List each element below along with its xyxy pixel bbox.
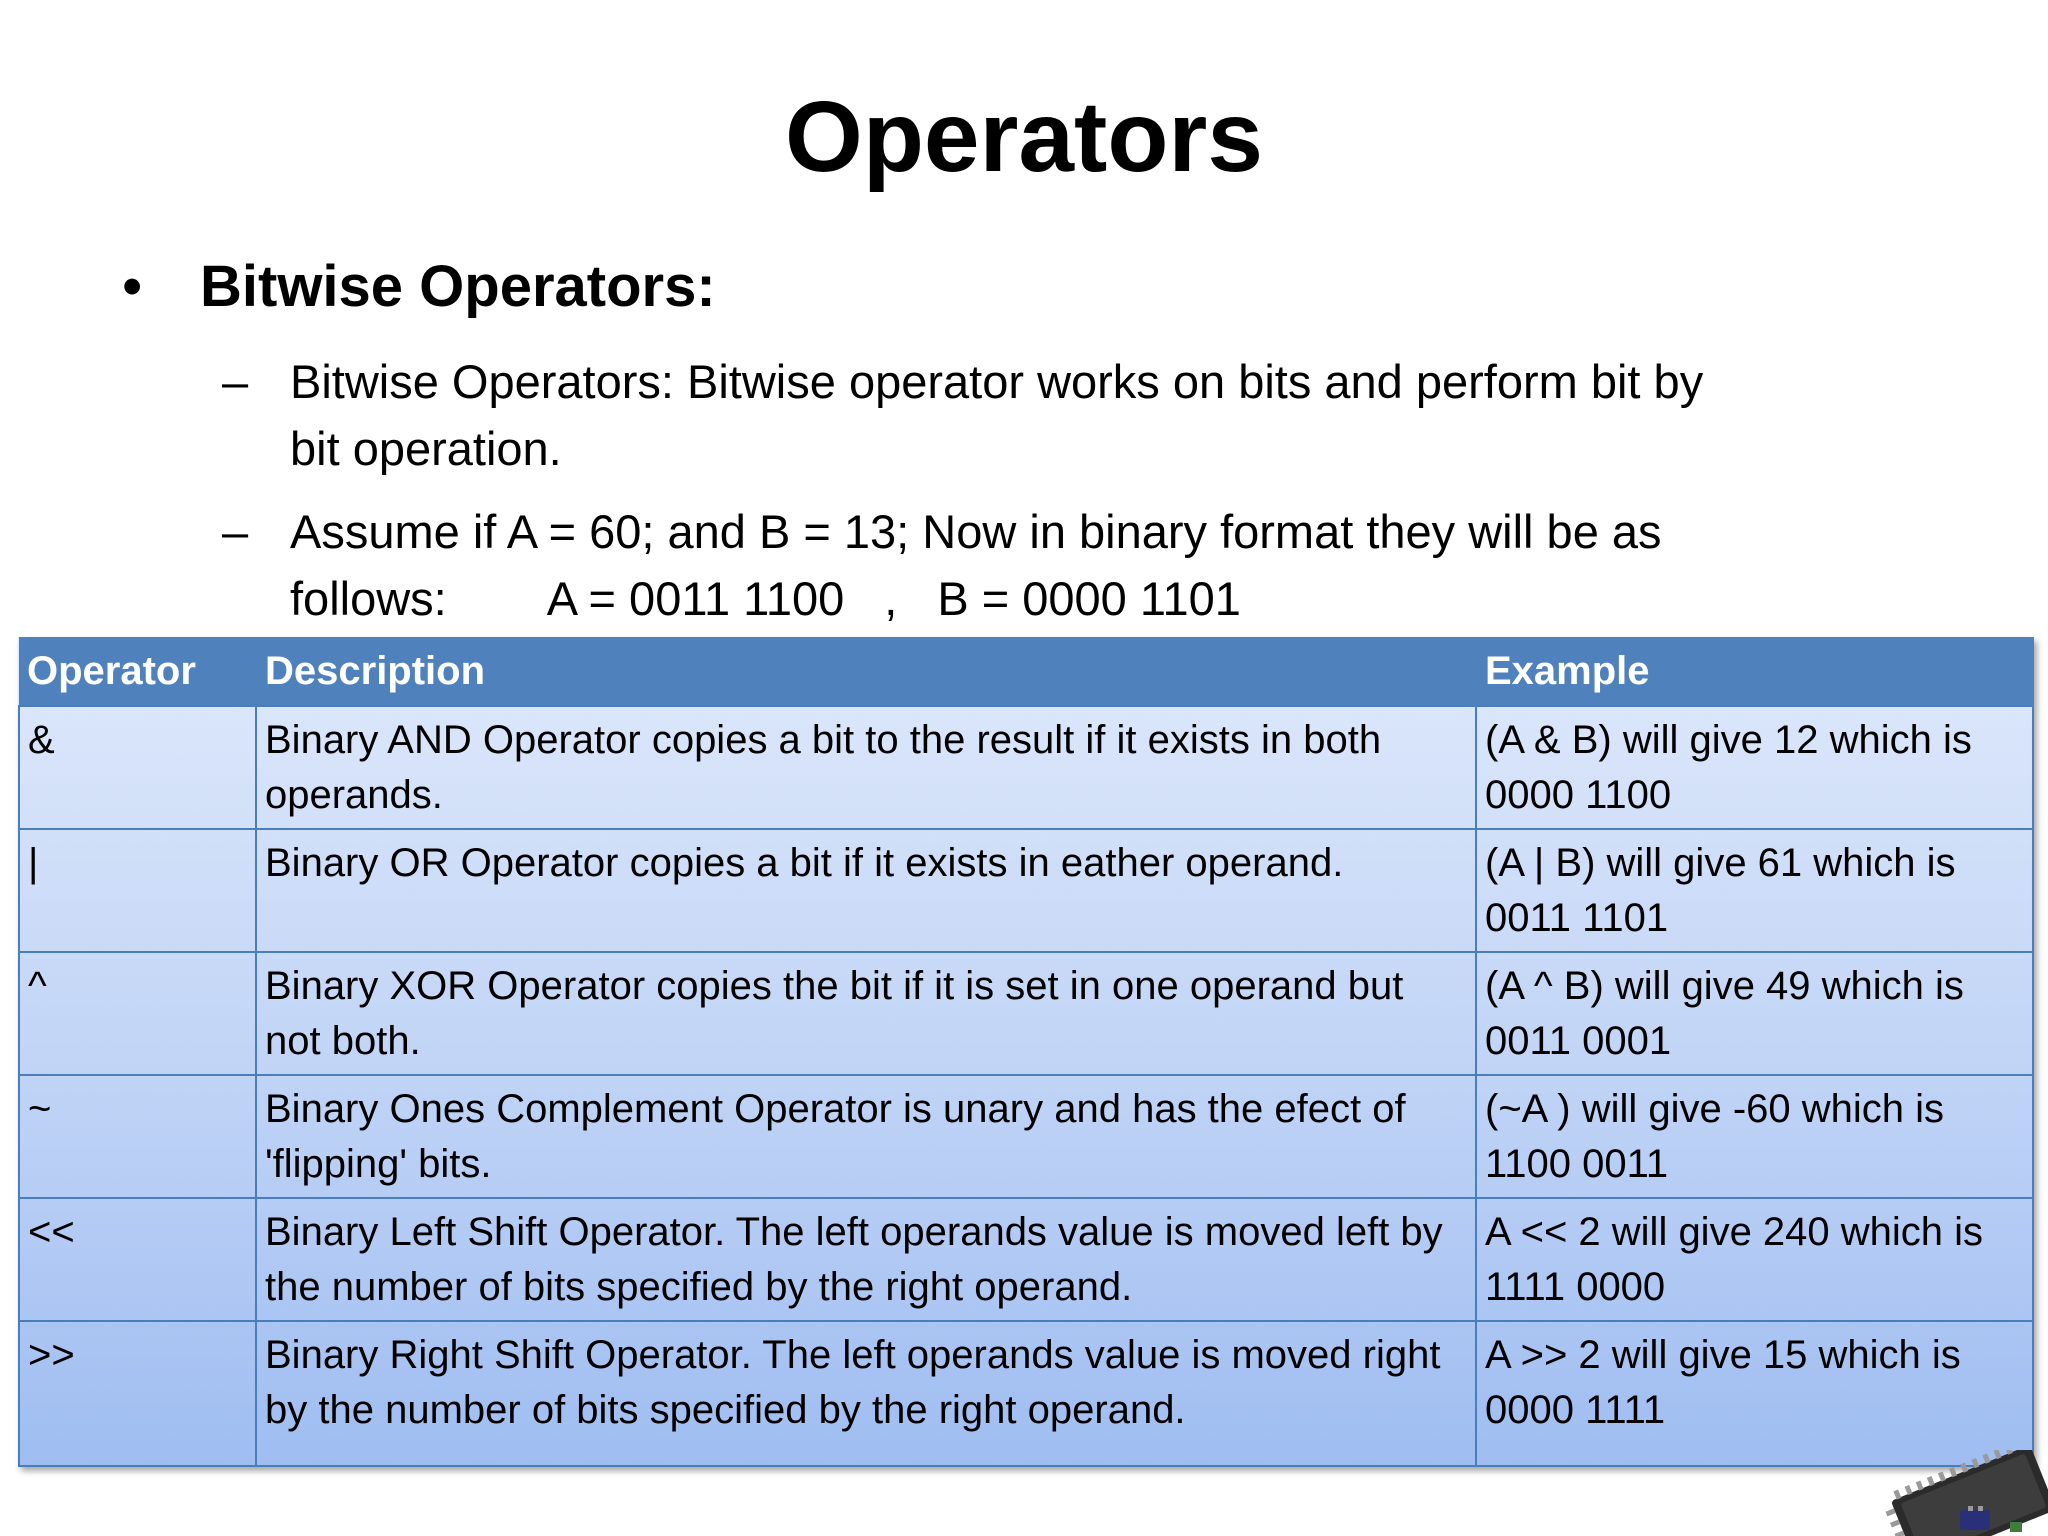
description-cell: Binary XOR Operator copies the bit if it is set in one operand but not both.: [256, 952, 1476, 1075]
description-cell: Binary Right Shift Operator. The left operands value is moved right by the number of bits specified by the right operand.: [256, 1321, 1476, 1466]
follows-label: follows:: [290, 572, 447, 625]
bullet-marker: •: [122, 254, 143, 319]
sub-bullet-line-values: [290, 565, 1922, 632]
example-cell: (A ^ B) will give 49 which is 0011 0001: [1476, 952, 2033, 1075]
example-cell: A << 2 will give 240 which is 1111 0000: [1476, 1198, 2033, 1321]
operator-cell: |: [19, 829, 256, 952]
operator-cell: &: [19, 706, 256, 829]
bullet-bitwise-operators: [122, 252, 716, 322]
header-example: Example: [1476, 637, 2033, 706]
example-cell: (A | B) will give 61 which is 0011 1101: [1476, 829, 2033, 952]
description-cell: Binary OR Operator copies a bit if it exists in eather operand.: [256, 829, 1476, 952]
example-cell: (A & B) will give 12 which is 0000 1100: [1476, 706, 2033, 829]
operator-cell: ~: [19, 1075, 256, 1198]
table-header-row: [19, 637, 2033, 706]
example-cell: A >> 2 will give 15 which is 0000 1111: [1476, 1321, 2033, 1466]
value-a: A = 0011 1100: [546, 572, 845, 625]
example-cell: (~A ) will give -60 which is 1100 0011: [1476, 1075, 2033, 1198]
sub-bullet-line: bit operation.: [290, 422, 562, 475]
table-row: [19, 1075, 2033, 1198]
operator-cell: <<: [19, 1198, 256, 1321]
value-b: B = 0000 1101: [937, 572, 1241, 625]
table-row: [19, 1321, 2033, 1466]
table-row: [19, 952, 2033, 1075]
dash-marker: –: [222, 505, 249, 558]
header-operator: Operator: [19, 637, 256, 706]
operator-cell: >>: [19, 1321, 256, 1466]
bullet-label: Bitwise Operators:: [200, 254, 716, 319]
dash-marker: –: [222, 355, 249, 408]
bitwise-operators-table: [18, 637, 2034, 1467]
table-row: [19, 829, 2033, 952]
slide-title: Operators: [785, 81, 1263, 193]
sub-bullet-line: Assume if A = 60; and B = 13; Now in binary format they will be as: [290, 505, 1662, 558]
sub-bullet-line: Bitwise Operators: Bitwise operator works on bits and perform bit by: [290, 355, 1704, 408]
sub-bullet-definition: [222, 348, 1922, 482]
microchip-icon: [1860, 1450, 2048, 1536]
operator-cell: ^: [19, 952, 256, 1075]
description-cell: Binary Ones Complement Operator is unary and has the efect of 'flipping' bits.: [256, 1075, 1476, 1198]
description-cell: Binary AND Operator copies a bit to the result if it exists in both operands.: [256, 706, 1476, 829]
header-description: Description: [256, 637, 1476, 706]
table-row: [19, 706, 2033, 829]
value-separator: ,: [884, 572, 898, 625]
description-cell: Binary Left Shift Operator. The left operands value is moved left by the number of bits specified by the right operand.: [256, 1198, 1476, 1321]
table-row: [19, 1198, 2033, 1321]
sub-bullet-assumption: [222, 498, 1922, 632]
